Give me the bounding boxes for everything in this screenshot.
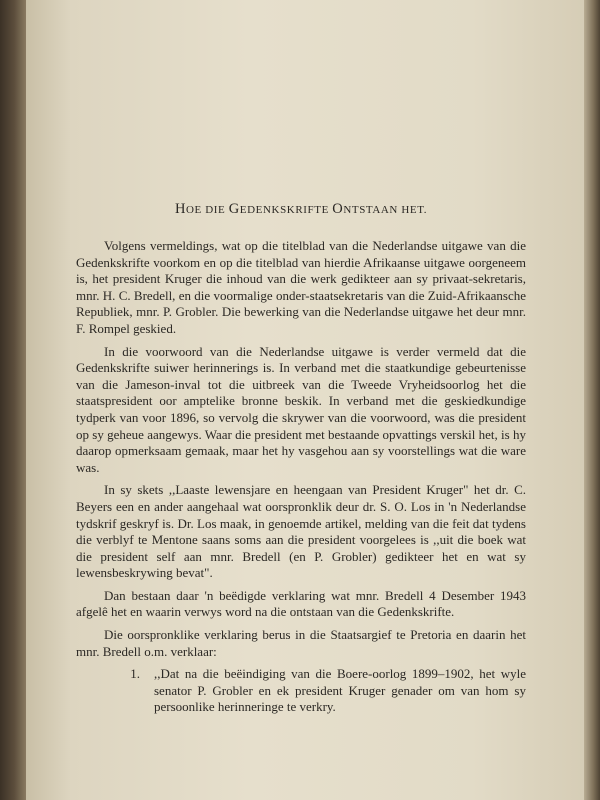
paragraph: In sy skets ,,Laaste lewensjare en heengaan van President Kruger" het dr. C. Beyers een en ander aangehaal wat oorspronklik deur dr. S. O. Los in 'n Nederlandse tydskrif geskryf is. Dr. Los maak, in genoemde artikel, melding van die feit dat tydens die verblyf te Mentone saans soms aan die president voorgelees is ,,uit die boek wat die president self aan mnr. Bredell (en P. Grobler) gedikteer het en wat sy lewensbeskrywing bevat". (76, 482, 526, 581)
list-text: ,,Dat na die beëindiging van die Boere-oorlog 1899–1902, het wyle senator P. Grobler en ek president Kruger genader om van hom sy persoonlike herinneringe te verkry. (154, 666, 526, 715)
paragraph: Dan bestaan daar 'n beëdigde verklaring wat mnr. Bredell 4 Desember 1943 afgelê het en waarin verwys word na die ontstaan van die Gedenkskrifte. (76, 587, 526, 620)
paragraph: Die oorspronklike verklaring berus in die Staatsargief te Pretoria en daarin het mnr. Bredell o.m. verklaar: (76, 627, 526, 659)
book-spine (0, 0, 26, 800)
chapter-title: HOE DIE GEDENKSKRIFTE ONTSTAAN HET. (174, 201, 428, 217)
list-item (76, 666, 526, 716)
page-edge (584, 0, 600, 800)
paragraph: Volgens vermeldings, wat op die titelblad van die Nederlandse uitgawe van die Gedenkskrifte voorkom en op die titelblad van hierdie Afrikaanse uitgawe oorgeneem is, het president Kruger die inhoud van die werk gedikteer aan sy privaat-sekretaris, mnr. H. C. Bredell, en die voormalige onder-staatsekretaris van die Zuid-Afrikaansche Republiek, mnr. P. Grobler. Die bewerking van die Nederlandse uitgawe het deur mnr. F. Rompel geskied. (76, 238, 526, 336)
body-text (76, 238, 526, 716)
paragraph: In die voorwoord van die Nederlandse uitgawe is verder vermeld dat die Gedenkskrifte suiwer herinnerings is. In verband met die staatkundige gebeurtenisse van die Jameson-inval tot die uitbreek van die Tweede Vryheidsoorlog het die staatspresident oor amptelike bronne beskik. In verband met die geskiedkundige tydperk van voor 1896, so vervolg die skrywer van die voorwoord, was die president op sy geheue aangewys. Waar die president met bestaande opvattings verskil het, is hy daarop opmerksaam gemaak, maar het hy vasgehou aan sy voorstellings wat die ware was. (76, 343, 526, 475)
list-number: 1. (130, 666, 140, 682)
